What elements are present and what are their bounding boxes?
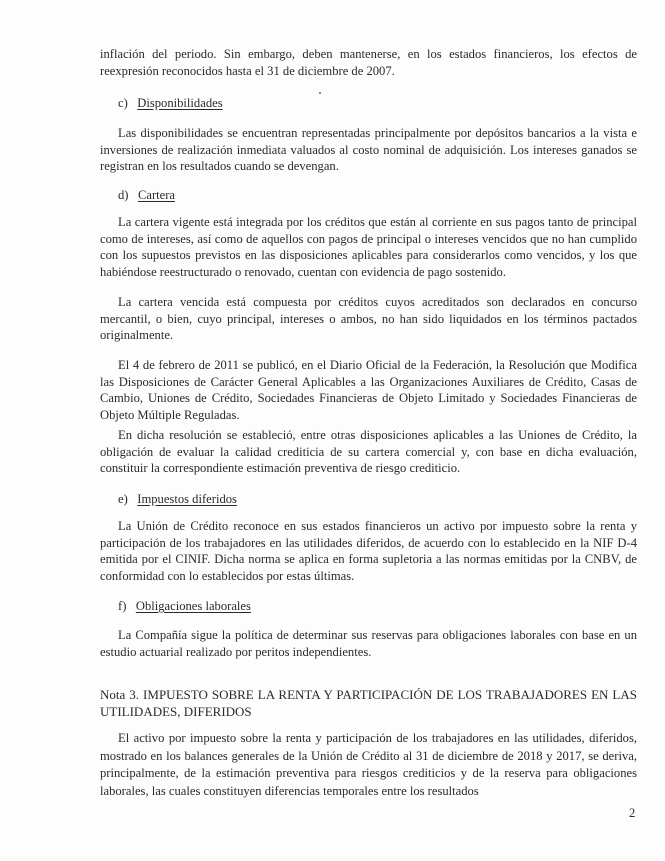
note-3-title: Nota 3. IMPUESTO SOBRE LA RENTA Y PARTICIPACIÓN DE LOS TRABAJADORES EN LAS UTILIDADES, DIFERIDOS bbox=[100, 687, 637, 719]
paragraph-impuestos-diferidos: La Unión de Crédito reconoce en sus estados financieros un activo por impuesto sobre la renta y participación de los trabajadores en las utilidades diferidos, de acuerdo con lo establecido en la NIF D-4 emitida por el CINIF. Dicha norma se aplica en forma supletoria a las normas emitidas por la CNBV, de conformidad con lo establecidos por estas últimas. bbox=[100, 519, 637, 583]
heading-title: Disponibilidades bbox=[137, 96, 223, 110]
paragraph-disponibilidades: Las disponibilidades se encuentran representadas principalmente por depósitos bancarios a la vista e inversiones de realización inmediata valuados al costo nominal de adquisición. Los intereses ganados se registran en los resultados cuando se devengan. bbox=[100, 126, 637, 173]
heading-letter: c) bbox=[118, 96, 128, 110]
heading-letter: e) bbox=[118, 492, 128, 506]
heading-title: Cartera bbox=[137, 188, 176, 202]
paragraph-cartera-vencida: La cartera vencida está compuesta por créditos cuyos acreditados son declarados en concurso mercantil, o bien, cuyo principal, intereses o ambos, no han sido liquidados en los términos pactados originalmente. bbox=[100, 295, 637, 342]
scan-mark bbox=[319, 92, 321, 94]
heading-disponibilidades bbox=[118, 95, 223, 111]
paragraph-inflation: inflación del periodo. Sin embargo, deben mantenerse, en los estados financieros, los efectos de reexpresión reconocidos hasta el 31 de diciembre de 2007. bbox=[100, 47, 637, 78]
heading-obligaciones-laborales bbox=[118, 598, 251, 614]
heading-title: Obligaciones laborales bbox=[135, 599, 251, 613]
page-number: 2 bbox=[629, 806, 636, 820]
paragraph-evaluacion: En dicha resolución se estableció, entre otras disposiciones aplicables a las Uniones de Crédito, la obligación de evaluar la calidad crediticia de su cartera comercial y, con base en dicha evaluación, constituir la correspondiente estimación preventiva de riesgo crediticio. bbox=[100, 428, 637, 475]
paragraph-resolucion: El 4 de febrero de 2011 se publicó, en el Diario Oficial de la Federación, la Resolución que Modifica las Disposiciones de Carácter General Aplicables a las Organizaciones Auxiliares de Crédito, Casas de Cambio, Uniones de Crédito, Sociedades Financieras de Objeto Limitado y Sociedades Financieras de Objeto Múltiple Reguladas. bbox=[100, 358, 637, 422]
heading-cartera bbox=[118, 187, 175, 203]
heading-impuestos-diferidos bbox=[118, 491, 237, 507]
heading-letter: f) bbox=[118, 599, 127, 613]
heading-letter: d) bbox=[118, 188, 129, 202]
heading-title: Impuestos diferidos bbox=[137, 492, 237, 506]
paragraph-obligaciones-laborales: La Compañía sigue la política de determinar sus reservas para obligaciones laborales con base en un estudio actuarial realizado por peritos independientes. bbox=[100, 628, 637, 659]
paragraph-note-3: El activo por impuesto sobre la renta y participación de los trabajadores en las utilidades, diferidos, mostrado en los balances generales de la Unión de Crédito al 31 de diciembre de 2018 y 2017, se deriva, principalmente, de la estimación preventiva para riesgos crediticios y de la reserva para obligaciones laborales, las cuales constituyen diferencias temporales entre los resultados bbox=[100, 731, 637, 798]
paragraph-cartera-vigente: La cartera vigente está integrada por los créditos que están al corriente en sus pagos tanto de principal como de intereses, así como de aquellos con pagos de principal o intereses vencidos que no han cumplido con los supuestos previstos en las disposiciones aplicables para considerarlos como vencidos, y los que habiéndose reestructurado o renovado, cuentan con evidencia de pago sostenido. bbox=[100, 215, 637, 279]
